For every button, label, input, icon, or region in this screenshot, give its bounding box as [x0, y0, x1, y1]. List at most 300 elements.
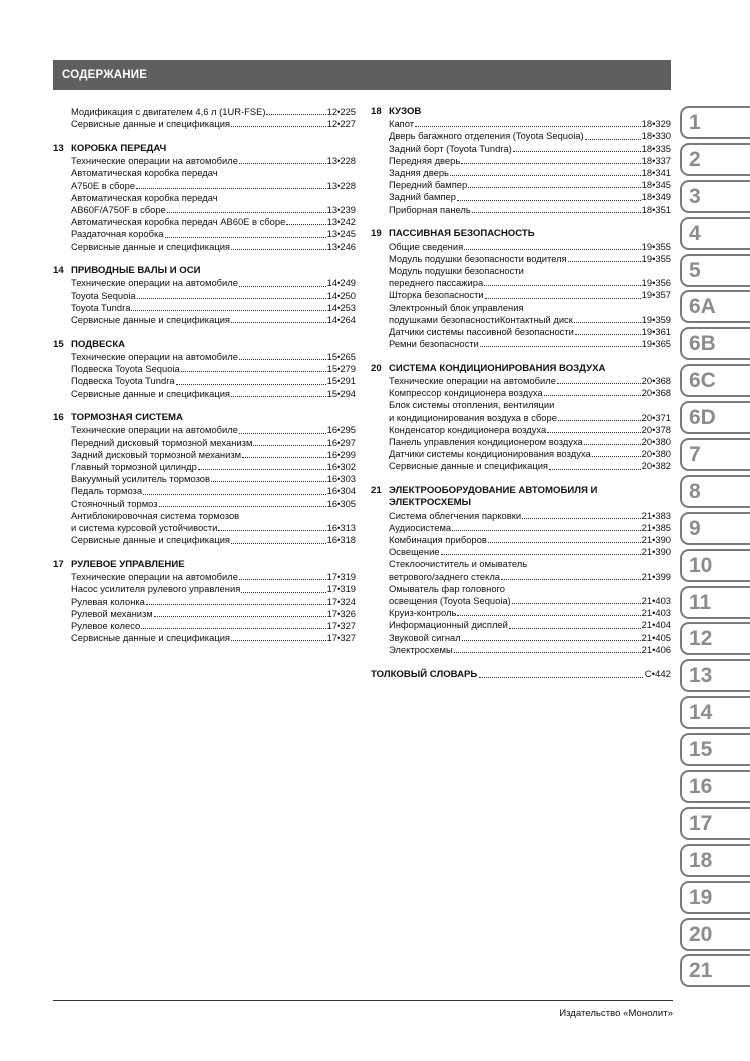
entry-page: 19•365 — [641, 338, 671, 350]
leader-dots — [480, 346, 641, 347]
leader-dots — [452, 530, 641, 531]
chapter-tab[interactable]: 6B — [680, 327, 750, 360]
entry-page: 18•337 — [641, 154, 671, 166]
toc-section — [53, 265, 356, 326]
toc-entry[interactable] — [389, 204, 671, 216]
leader-dots — [472, 212, 641, 213]
leader-dots — [457, 200, 641, 201]
entry-label: Круиз-контроль — [389, 607, 457, 619]
toc-entry[interactable] — [71, 522, 356, 534]
entry-page: 17•319 — [326, 583, 356, 595]
entry-page: 20•368 — [641, 375, 671, 387]
leader-dots — [231, 640, 326, 641]
entry-page: 21•390 — [641, 546, 671, 558]
chapter-tab[interactable]: 6D — [680, 401, 750, 434]
publisher-credit: Издательство «Монолит» — [559, 1008, 673, 1019]
toc-entry[interactable] — [389, 522, 671, 534]
chapter-tab[interactable]: 2 — [680, 143, 750, 176]
chapter-tab[interactable]: 12 — [680, 622, 750, 655]
glossary-page: С•442 — [644, 668, 671, 680]
leader-dots — [242, 457, 326, 458]
entry-page: 15•291 — [326, 375, 356, 387]
toc-entry[interactable] — [389, 326, 671, 338]
section-number: 19 — [371, 228, 382, 240]
entry-label: Сервисные данные и спецификация — [71, 387, 231, 399]
entry-page: 21•399 — [641, 570, 671, 582]
section-title: ЭЛЕКТРООБОРУДОВАНИЕ АВТОМОБИЛЯ И ЭЛЕКТРОСХЕМЫ — [389, 485, 598, 509]
section-heading[interactable] — [53, 559, 356, 571]
leader-dots — [522, 518, 641, 519]
toc-entry[interactable] — [71, 388, 356, 400]
toc-entry[interactable] — [71, 461, 356, 473]
section-title: СИСТЕМА КОНДИЦИОНИРОВАНИЯ ВОЗДУХА — [389, 362, 606, 374]
toc-left-column — [53, 106, 356, 657]
entry-label: Аудиосистема — [389, 521, 452, 533]
chapter-tab[interactable]: 19 — [680, 881, 750, 914]
toc-entry[interactable] — [389, 179, 671, 191]
entry-page: 19•356 — [641, 277, 671, 289]
leader-dots — [461, 163, 640, 164]
entry-label: Датчики системы кондиционирования воздуха — [389, 448, 591, 460]
toc-entry[interactable] — [71, 363, 356, 375]
entry-page: 18•330 — [641, 130, 671, 142]
entry-label: Рулевое колесо — [71, 620, 141, 632]
leader-dots — [441, 554, 641, 555]
section-title: ТОРМОЗНАЯ СИСТЕМА — [71, 412, 183, 424]
toc-entry[interactable] — [71, 314, 356, 326]
entry-page: 21•406 — [641, 643, 671, 655]
section-number: 17 — [53, 559, 64, 570]
leader-dots — [468, 187, 640, 188]
toc-section — [53, 559, 356, 644]
entry-page: 20•371 — [641, 411, 671, 423]
leader-dots — [415, 126, 641, 127]
leader-dots — [165, 237, 326, 238]
toc-entry[interactable] — [389, 167, 671, 179]
toc-entry[interactable] — [71, 571, 356, 583]
toc-entry[interactable] — [71, 204, 356, 216]
toc-entry[interactable] — [71, 449, 356, 461]
leader-dots — [464, 249, 640, 250]
leader-dots — [513, 151, 641, 152]
section-heading[interactable] — [53, 143, 356, 155]
leader-dots — [143, 494, 326, 495]
entry-page: 18•341 — [641, 167, 671, 179]
toc-section — [371, 485, 671, 656]
section-number: 14 — [53, 265, 64, 277]
entry-page: 19•361 — [641, 325, 671, 337]
entry-label: Задний бампер — [389, 191, 456, 203]
entry-label: Toyota Sequoia — [71, 289, 136, 301]
toc-entry[interactable] — [389, 571, 671, 583]
entry-label: Педаль тормоза — [71, 485, 143, 497]
entry-label: Toyota Tundra — [71, 301, 131, 313]
entry-label: Сервисные данные и спецификация — [71, 632, 231, 644]
toc-section — [371, 228, 671, 350]
toc-entry[interactable] — [389, 436, 671, 448]
toc-entry[interactable] — [71, 620, 356, 632]
leader-dots — [181, 371, 326, 372]
toc-entry[interactable] — [389, 387, 671, 399]
entry-page: 17•327 — [326, 620, 356, 632]
section-number: 16 — [53, 412, 64, 424]
leader-dots — [488, 542, 641, 543]
toc-section — [371, 363, 671, 473]
toc-entry[interactable] — [389, 424, 671, 436]
entry-label: подушками безопасностиКонтактный диск — [389, 313, 573, 325]
toc-entry-line: Модуль подушки безопасности — [389, 264, 524, 276]
leader-dots — [501, 579, 641, 580]
toc-entry[interactable] — [71, 583, 356, 595]
leader-dots — [509, 628, 641, 629]
toc-section — [53, 412, 356, 546]
entry-label: Информационный дисплей — [389, 619, 508, 631]
entry-label: Комбинация приборов — [389, 534, 487, 545]
entry-page: 16•303 — [326, 473, 356, 485]
leader-dots — [239, 286, 326, 287]
footer-divider — [53, 1000, 673, 1001]
toc-entry[interactable] — [71, 485, 356, 497]
leader-dots — [241, 592, 325, 593]
chapter-tab[interactable]: 5 — [680, 254, 750, 287]
leader-dots — [231, 543, 326, 544]
chapter-tab[interactable]: 21 — [680, 954, 750, 987]
entry-label: Панель управления кондиционером воздуха — [389, 436, 583, 448]
toc-section — [53, 143, 356, 253]
entry-page: 15•265 — [326, 350, 356, 362]
section-heading[interactable] — [53, 339, 356, 351]
leader-dots — [568, 261, 641, 262]
leader-dots — [239, 433, 326, 434]
toc-entry[interactable] — [389, 595, 671, 607]
entry-label: освещения (Toyota Sequoia) — [389, 595, 511, 607]
toc-entry[interactable] — [71, 596, 356, 608]
leader-dots — [557, 383, 641, 384]
entry-label: Сервисные данные и спецификация — [71, 534, 231, 546]
entry-label: Звуковой сигнал — [389, 631, 461, 643]
toc-entry[interactable] — [71, 534, 356, 546]
entry-label: Компрессор кондиционера воздуха — [389, 387, 543, 399]
leader-dots — [141, 628, 325, 629]
leader-dots — [137, 298, 326, 299]
glossary-label: ТОЛКОВЫЙ СЛОВАРЬ — [371, 668, 478, 680]
toc-entry[interactable] — [71, 290, 356, 302]
chapter-tab[interactable]: 18 — [680, 844, 750, 877]
entry-label: Автоматическая коробка передач AB60E в сборе — [71, 216, 286, 228]
chapter-tab[interactable]: 10 — [680, 549, 750, 582]
leader-dots — [484, 285, 640, 286]
toc-entry[interactable] — [389, 448, 671, 460]
entry-page: 17•326 — [326, 607, 356, 619]
toc-entry[interactable] — [389, 534, 671, 546]
chapter-tab[interactable]: 4 — [680, 217, 750, 250]
section-heading[interactable] — [371, 228, 671, 240]
leader-dots — [454, 652, 641, 653]
toc-section — [53, 339, 356, 400]
entry-page: 18•335 — [641, 142, 671, 154]
toc-entry[interactable] — [389, 314, 671, 326]
entry-label: Задний дисковый тормозной механизм — [71, 448, 242, 460]
toc-entry[interactable] — [389, 277, 671, 289]
entry-page: 16•313 — [326, 522, 356, 534]
entry-label: и кондиционирования воздуха в сборе — [389, 411, 557, 423]
entry-page: 14•264 — [326, 314, 356, 326]
toc-entry[interactable] — [389, 619, 671, 631]
toc-entry[interactable] — [71, 632, 356, 644]
entry-label: Рулевой механизм — [71, 607, 153, 619]
entry-label: Приборная панель — [389, 203, 471, 215]
toc-glossary-entry[interactable] — [371, 669, 671, 681]
leader-dots — [575, 334, 641, 335]
entry-label: переднего пассажира — [389, 277, 484, 289]
leader-dots — [547, 432, 640, 433]
entry-label: Передний бампер — [389, 179, 468, 191]
chapter-tab[interactable]: 17 — [680, 807, 750, 840]
toc-entry[interactable] — [71, 277, 356, 289]
chapter-tab[interactable]: 8 — [680, 475, 750, 508]
toc-entry[interactable] — [71, 302, 356, 314]
toc-entry[interactable] — [71, 608, 356, 620]
entry-label: Подвеска Toyota Tundra — [71, 375, 175, 387]
toc-entry[interactable] — [71, 180, 356, 192]
entry-label: Общие сведения — [389, 240, 464, 252]
leader-dots — [231, 322, 326, 323]
entry-page: 16•299 — [326, 448, 356, 460]
chapter-tab[interactable]: 11 — [680, 586, 750, 619]
leader-dots — [154, 616, 326, 617]
entry-page: 14•250 — [326, 289, 356, 301]
toc-entry[interactable] — [389, 644, 671, 656]
entry-label: Раздаточная коробка — [71, 228, 164, 240]
entry-page: 18•349 — [641, 191, 671, 203]
entry-page: 15•294 — [326, 387, 356, 399]
leader-dots — [146, 604, 326, 605]
entry-label: Передний дисковый тормозной механизм — [71, 436, 253, 448]
entry-page: 20•368 — [641, 387, 671, 399]
entry-label: Сервисные данные и спецификация — [389, 460, 549, 472]
entry-label: Главный тормозной цилиндр — [71, 461, 197, 473]
leader-dots — [136, 188, 326, 189]
chapter-tab[interactable]: 7 — [680, 438, 750, 471]
leader-dots — [239, 579, 326, 580]
entry-label: Подвеска Toyota Sequoia — [71, 363, 180, 375]
entry-page: 21•405 — [641, 631, 671, 643]
toc-entry[interactable] — [389, 632, 671, 644]
leader-dots — [159, 506, 326, 507]
chapter-tab[interactable]: 20 — [680, 918, 750, 951]
entry-label: Насос усилителя рулевого управления — [71, 583, 241, 595]
toc-entry-line: Автоматическая коробка передач — [71, 167, 218, 179]
entry-label: Технические операции на автомобиле — [71, 350, 238, 362]
toc-entry[interactable] — [389, 191, 671, 203]
section-heading[interactable] — [371, 485, 671, 509]
chapter-tab[interactable]: 14 — [680, 696, 750, 729]
toc-entry[interactable] — [389, 607, 671, 619]
toc-entry[interactable] — [71, 106, 356, 118]
entry-page: 13•228 — [326, 155, 356, 167]
toc-entry[interactable] — [389, 338, 671, 350]
chapter-tab[interactable]: 1 — [680, 106, 750, 139]
toc-entry[interactable] — [389, 118, 671, 130]
toc-entry-line: Блок системы отопления, вентиляции — [389, 399, 555, 411]
toc-entry[interactable] — [389, 375, 671, 387]
entry-page: 18•329 — [641, 118, 671, 130]
entry-page: 18•351 — [641, 203, 671, 215]
toc-entry[interactable] — [71, 228, 356, 240]
chapter-tab[interactable]: 13 — [680, 659, 750, 692]
entry-label: Капот — [389, 118, 415, 130]
leader-dots — [574, 322, 641, 323]
toc-entry[interactable] — [389, 241, 671, 253]
entry-page: 20•382 — [641, 460, 671, 472]
entry-label: Технические операции на автомобиле — [71, 571, 238, 583]
leader-dots — [512, 603, 641, 604]
entry-label: Технические операции на автомобиле — [71, 424, 238, 436]
section-number: 21 — [371, 485, 382, 497]
entry-label: Ремни безопасности — [389, 338, 479, 350]
entry-page: 16•297 — [326, 436, 356, 448]
chapter-tab[interactable]: 15 — [680, 733, 750, 766]
toc-entry-line: Стеклоочиститель и омыватель — [389, 558, 528, 570]
leader-dots — [592, 456, 641, 457]
toc-entry[interactable] — [71, 424, 356, 436]
toc-entry[interactable] — [71, 437, 356, 449]
entry-page: 16•295 — [326, 424, 356, 436]
entry-label: Модификация с двигателем 4,6 л (1UR-FSE) — [71, 106, 266, 117]
entry-page: 21•383 — [641, 509, 671, 521]
entry-page: 21•403 — [641, 607, 671, 619]
entry-label: Освещение — [389, 546, 440, 558]
entry-page: 19•355 — [641, 240, 671, 252]
toc-entry[interactable] — [389, 143, 671, 155]
toc-entry[interactable] — [389, 510, 671, 522]
leader-dots — [457, 615, 640, 616]
leader-dots — [253, 445, 325, 446]
section-title: РУЛЕВОЕ УПРАВЛЕНИЕ — [71, 559, 185, 570]
chapter-tab[interactable]: 3 — [680, 180, 750, 213]
toc-entry[interactable] — [71, 375, 356, 387]
toc-entry-line: Электронный блок управления — [389, 301, 524, 313]
section-heading[interactable] — [53, 412, 356, 424]
entry-label: Технические операции на автомобиле — [71, 155, 238, 167]
entry-label: Сервисные данные и спецификация — [71, 240, 231, 252]
toc-entry-line: Антиблокировочная система тормозов — [71, 509, 240, 521]
section-title: КОРОБКА ПЕРЕДАЧ — [71, 142, 167, 154]
leader-dots — [198, 469, 326, 470]
entry-label: Технические операции на автомобиле — [71, 277, 238, 289]
entry-label: Вакуумный усилитель тормозов — [71, 473, 210, 485]
entry-page: 17•324 — [326, 595, 356, 607]
leader-dots — [176, 384, 326, 385]
entry-page: 13•245 — [326, 228, 356, 240]
toc-entry[interactable] — [389, 289, 671, 301]
entry-label: Датчики системы пассивной безопасности — [389, 325, 574, 337]
leader-dots — [218, 530, 325, 531]
chapter-tab[interactable]: 16 — [680, 770, 750, 803]
toc-section — [53, 106, 356, 130]
toc-entry[interactable] — [389, 460, 671, 472]
entry-page: 17•319 — [326, 571, 356, 583]
entry-page: 13•246 — [326, 240, 356, 252]
entry-page: 21•390 — [641, 534, 671, 545]
toc-entry[interactable] — [71, 155, 356, 167]
entry-page: 13•228 — [326, 179, 356, 191]
entry-page: 17•327 — [326, 632, 356, 644]
leader-dots — [231, 249, 326, 250]
entry-page: 16•304 — [326, 485, 356, 497]
section-title: ПАССИВНАЯ БЕЗОПАСНОСТЬ — [389, 228, 535, 240]
leader-dots — [211, 481, 326, 482]
chapter-tabs — [680, 106, 750, 991]
entry-page: 19•357 — [641, 289, 671, 301]
entry-label: Модуль подушки безопасности водителя — [389, 252, 567, 264]
entry-label: Технические операции на автомобиле — [389, 375, 556, 387]
leader-dots — [549, 469, 641, 470]
section-number: 18 — [371, 106, 382, 117]
toc-entry-line: Омыватель фар головного — [389, 582, 505, 594]
toc-section — [371, 106, 671, 216]
toc-entry-line: Автоматическая коробка передач — [71, 191, 218, 203]
chapter-tab[interactable]: 9 — [680, 512, 750, 545]
toc-entry[interactable] — [71, 241, 356, 253]
entry-page: 16•318 — [326, 534, 356, 546]
toc-entry[interactable] — [389, 253, 671, 265]
entry-label: Шторка безопасности — [389, 289, 484, 301]
toc-entry[interactable] — [389, 546, 671, 558]
section-heading[interactable] — [371, 106, 671, 118]
leader-dots — [462, 640, 641, 641]
entry-page: 13•239 — [326, 203, 356, 215]
leader-dots — [167, 212, 326, 213]
leader-dots — [266, 114, 325, 115]
toc-entry[interactable] — [71, 216, 356, 228]
toc-entry[interactable] — [389, 130, 671, 142]
entry-page: 20•378 — [641, 423, 671, 435]
leader-dots — [585, 139, 641, 140]
entry-page: 16•305 — [326, 497, 356, 509]
entry-page: 18•345 — [641, 179, 671, 191]
entry-label: Задний борт (Toyota Tundra) — [389, 142, 512, 154]
chapter-tab[interactable]: 6C — [680, 364, 750, 397]
chapter-tab[interactable]: 6A — [680, 290, 750, 323]
entry-label: Стояночный тормоз — [71, 497, 158, 509]
entry-label: Система облегчения парковки — [389, 509, 522, 521]
toc-entry[interactable] — [389, 412, 671, 424]
leader-dots — [286, 224, 325, 225]
toc-right-column — [371, 106, 671, 681]
entry-page: 21•403 — [641, 595, 671, 607]
toc-entry[interactable] — [71, 351, 356, 363]
entry-page: 14•253 — [326, 301, 356, 313]
section-number: 15 — [53, 338, 64, 350]
toc-entry[interactable] — [71, 118, 356, 130]
section-heading[interactable] — [371, 363, 671, 375]
entry-label: Конденсатор кондиционера воздуха — [389, 423, 547, 435]
entry-page: 21•385 — [641, 521, 671, 533]
leader-dots — [131, 310, 325, 311]
entry-page: 20•380 — [641, 436, 671, 448]
entry-page: 13•242 — [326, 216, 356, 228]
entry-page: 15•279 — [326, 363, 356, 375]
section-heading[interactable] — [53, 265, 356, 277]
leader-dots — [231, 126, 326, 127]
toc-entry[interactable] — [71, 473, 356, 485]
entry-label: AB60F/A750F в сборе — [71, 203, 166, 215]
toc-entry[interactable] — [389, 155, 671, 167]
toc-entry[interactable] — [71, 498, 356, 510]
section-number: 20 — [371, 362, 382, 374]
leader-dots — [584, 444, 641, 445]
